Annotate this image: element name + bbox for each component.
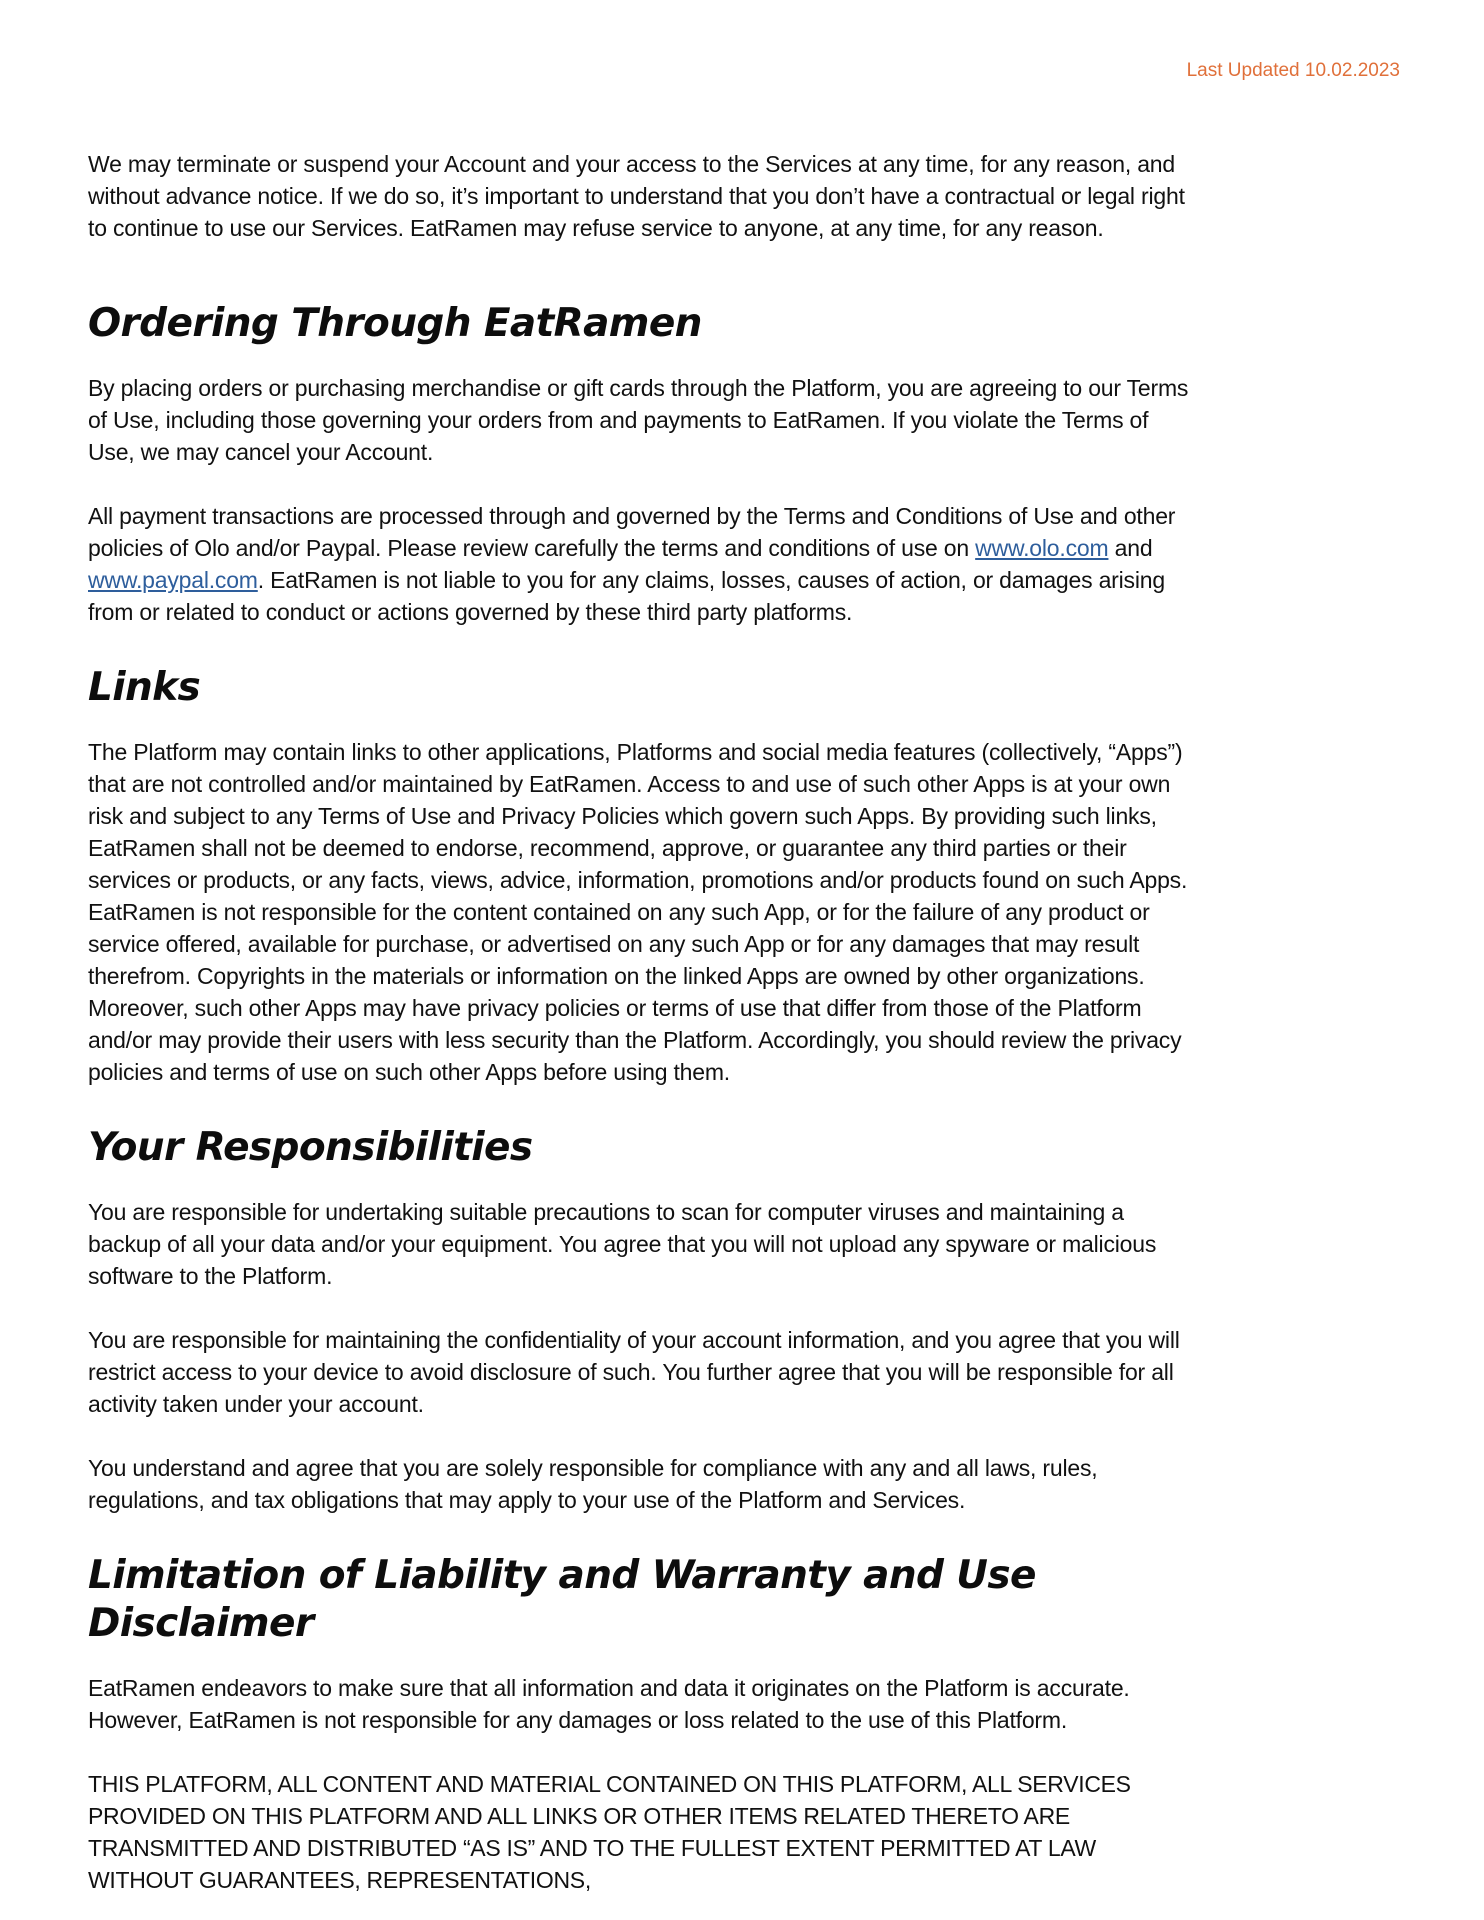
- links-paragraph: The Platform may contain links to other applications, Platforms and social media features (collectively, “Apps”) that are not controlled and/or maintained by EatRamen. Access to and use of such other Apps is at your own risk and subject to any Terms of Use and Privacy Policies which govern such Apps. By providing such links, EatRamen shall not be deemed to endorse, recommend, approve, or guarantee any third parties or their services or products, or any facts, views, advice, information, promotions and/or products found on such Apps. EatRamen is not responsible for the content contained on any such App, or for the failure of any product or service offered, available for purchase, or advertised on any such App or for any damages that may result therefrom. Copyrights in the materials or information on the linked Apps are owned by other organizations. Moreover, such other Apps may have privacy policies or terms of use that differ from those of the Platform and/or may provide their users with less security than the Platform. Accordingly, you should review the privacy policies and terms of use on such other Apps before using them.: [88, 739, 1188, 1085]
- liability-paragraph-1: EatRamen endeavors to make sure that all information and data it originates on the Platform is accurate. However, EatRamen is not responsible for any damages or loss related to the use of this Platform.: [88, 1675, 1130, 1733]
- terms-content: [88, 148, 1198, 1896]
- heading-links: Links: [88, 665, 201, 710]
- ordering-paragraph-2: [88, 500, 1198, 628]
- liability-paragraph-2: THIS PLATFORM, ALL CONTENT AND MATERIAL CONTAINED ON THIS PLATFORM, ALL SERVICES PROVIDED ON THIS PLATFORM AND ALL LINKS OR OTHER ITEMS RELATED THERETO ARE TRANSMITTED AND DISTRIBUTED “AS IS” AND TO THE FULLEST EXTENT PERMITTED AT LAW WITHOUT GUARANTEES, REPRESENTATIONS,: [88, 1771, 1131, 1893]
- paypal-link[interactable]: www.paypal.com: [88, 567, 258, 593]
- last-updated-date: Last Updated 10.02.2023: [1186, 60, 1400, 81]
- responsibilities-paragraph-2: You are responsible for maintaining the confidentiality of your account information, and you agree that you will restrict access to your device to avoid disclosure of such. You further agree that you will be responsible for all activity taken under your account.: [88, 1327, 1180, 1417]
- ordering-p2-text-2: . EatRamen is not liable to you for any claims, losses, causes of action, or damages arising from or related to conduct or actions governed by these third party platforms.: [88, 567, 1165, 625]
- heading-liability: Limitation of Liability and Warranty and Use Disclaimer: [88, 1553, 1036, 1646]
- termination-paragraph: We may terminate or suspend your Account and your access to the Services at any time, for any reason, and without advance notice. If we do so, it’s important to understand that you don’t have a contractual or legal right to continue to use our Services. EatRamen may refuse service to anyone, at any time, for any reason.: [88, 151, 1185, 241]
- responsibilities-paragraph-3: You understand and agree that you are solely responsible for compliance with any and all laws, rules, regulations, and tax obligations that may apply to your use of the Platform and Services.: [88, 1455, 1098, 1513]
- olo-link[interactable]: www.olo.com: [975, 535, 1109, 561]
- heading-responsibilities: Your Responsibilities: [88, 1125, 533, 1170]
- ordering-p2-text-1: All payment transactions are processed through and governed by the Terms and Conditions of Use and other policies of Olo and/or Paypal. Please review carefully the terms and conditions of use on: [88, 503, 1176, 561]
- heading-ordering: Ordering Through EatRamen: [88, 301, 702, 346]
- responsibilities-paragraph-1: You are responsible for undertaking suitable precautions to scan for computer viruses and maintaining a backup of all your data and/or your equipment. You agree that you will not upload any spyware or malicious software to the Platform.: [88, 1199, 1157, 1289]
- ordering-p2-and: and: [1108, 535, 1153, 561]
- ordering-paragraph-1: By placing orders or purchasing merchandise or gift cards through the Platform, you are agreeing to our Terms of Use, including those governing your orders from and payments to EatRamen. If you violate the Terms of Use, we may cancel your Account.: [88, 375, 1189, 465]
